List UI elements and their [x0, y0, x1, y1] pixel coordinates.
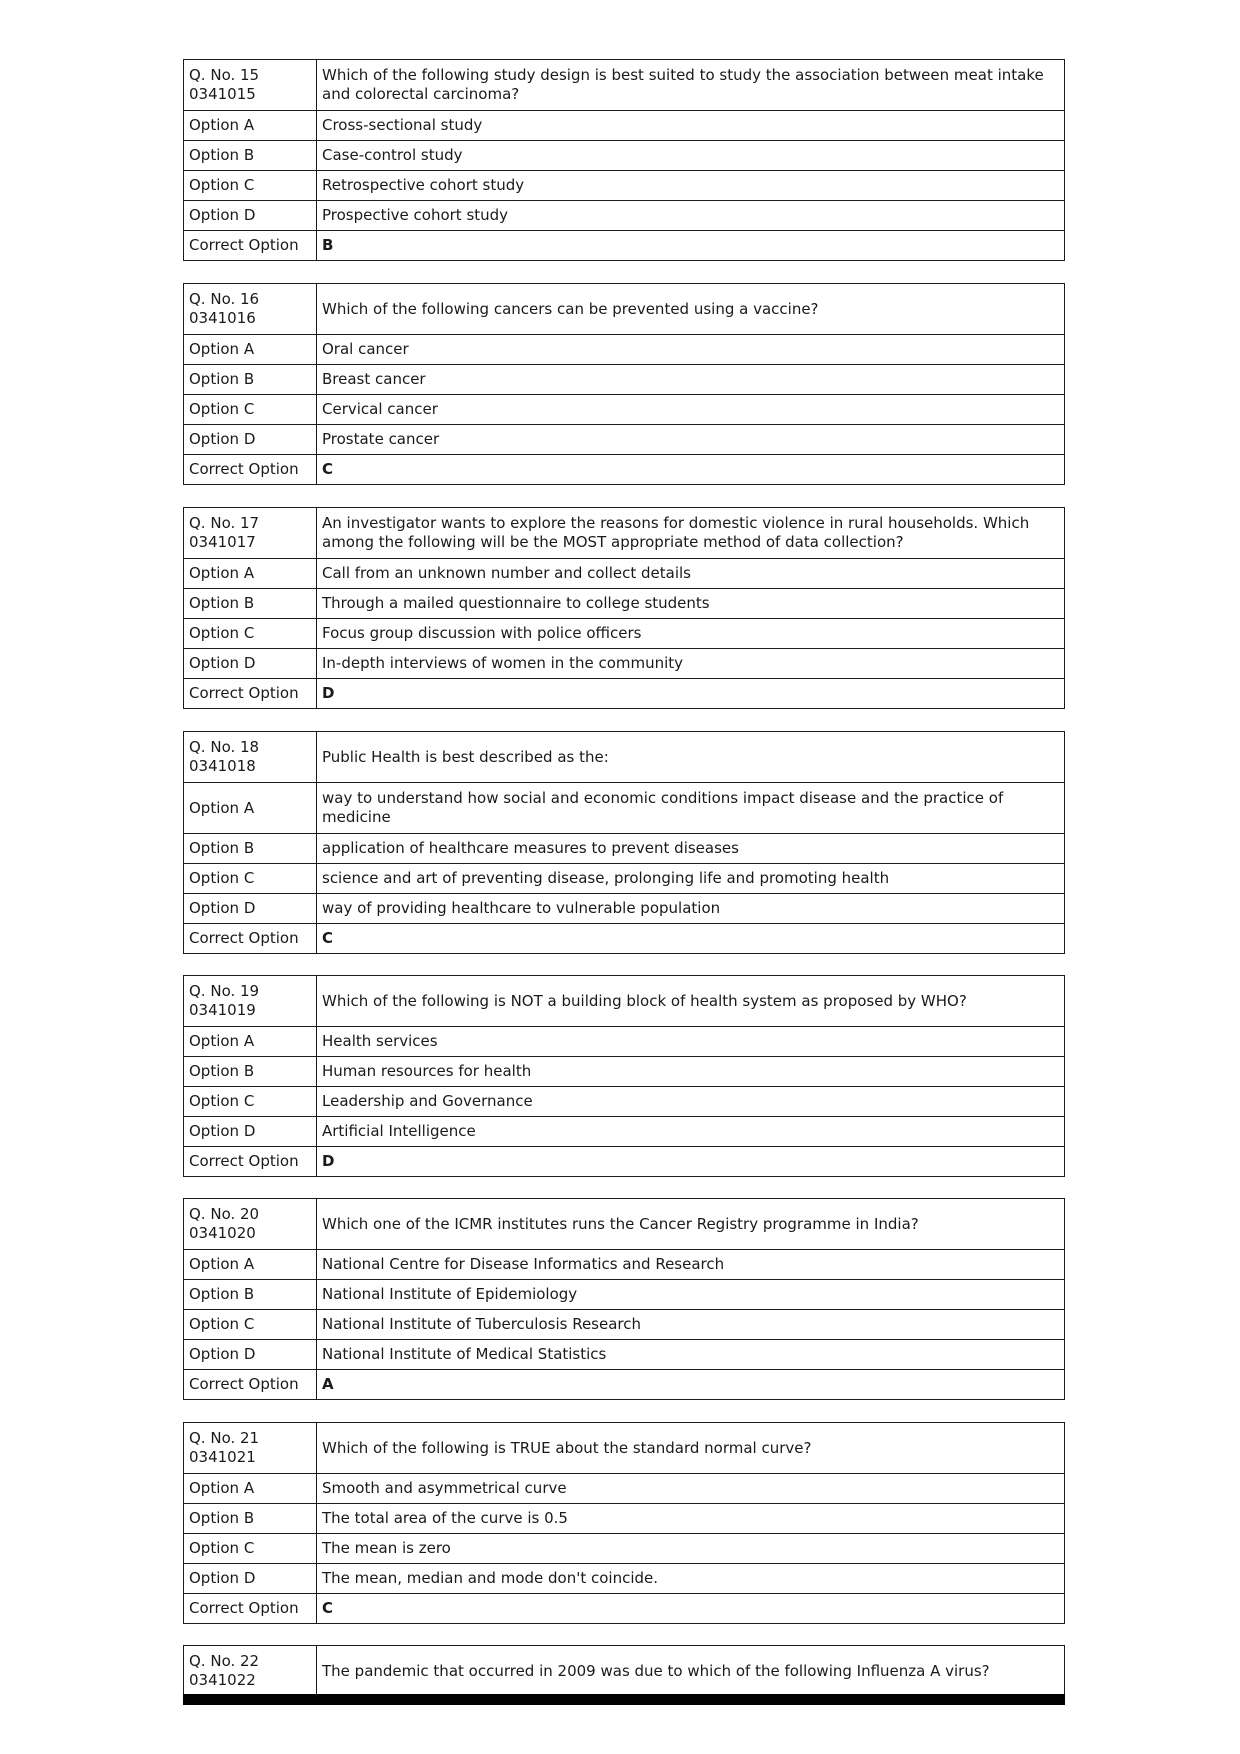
question-header-row — [184, 1423, 1065, 1474]
option-d-row — [184, 201, 1065, 231]
option-b-row — [184, 834, 1065, 864]
option-b-text: Human resources for health — [317, 1057, 1065, 1087]
option-a-text: Oral cancer — [317, 335, 1065, 365]
option-b-row — [184, 1057, 1065, 1087]
option-b-row — [184, 1280, 1065, 1310]
correct-option-value: C — [317, 924, 1065, 954]
option-d-text: Prospective cohort study — [317, 201, 1065, 231]
question-text: Which of the following is NOT a building block of health system as proposed by WHO? — [317, 976, 1065, 1027]
correct-option-label: Correct Option — [184, 231, 317, 261]
option-b-text: National Institute of Epidemiology — [317, 1280, 1065, 1310]
option-a-text: Cross-sectional study — [317, 111, 1065, 141]
option-d-label: Option D — [184, 425, 317, 455]
question-18-table — [183, 731, 1065, 954]
question-22-table — [183, 1645, 1065, 1697]
question-number: Q. No. 15 0341015 — [184, 60, 317, 111]
option-a-label: Option A — [184, 1474, 317, 1504]
option-c-text: Leadership and Governance — [317, 1087, 1065, 1117]
question-text: Which of the following study design is best suited to study the association between meat intake and colorectal carcinoma? — [317, 60, 1065, 111]
option-a-text: Smooth and asymmetrical curve — [317, 1474, 1065, 1504]
option-b-text: Through a mailed questionnaire to college students — [317, 589, 1065, 619]
question-number: Q. No. 18 0341018 — [184, 732, 317, 783]
option-c-label: Option C — [184, 1310, 317, 1340]
option-d-text: National Institute of Medical Statistics — [317, 1340, 1065, 1370]
option-b-label: Option B — [184, 1504, 317, 1534]
option-c-row — [184, 1087, 1065, 1117]
option-c-label: Option C — [184, 1534, 317, 1564]
correct-option-value: A — [317, 1370, 1065, 1400]
question-text: Which of the following is TRUE about the standard normal curve? — [317, 1423, 1065, 1474]
option-c-text: science and art of preventing disease, prolonging life and promoting health — [317, 864, 1065, 894]
option-a-text: National Centre for Disease Informatics and Research — [317, 1250, 1065, 1280]
option-c-row — [184, 1534, 1065, 1564]
question-number: Q. No. 17 0341017 — [184, 508, 317, 559]
option-c-label: Option C — [184, 1087, 317, 1117]
question-text: Which one of the ICMR institutes runs the Cancer Registry programme in India? — [317, 1199, 1065, 1250]
option-a-row — [184, 1027, 1065, 1057]
correct-option-row — [184, 924, 1065, 954]
question-number: Q. No. 19 0341019 — [184, 976, 317, 1027]
question-header-row — [184, 1199, 1065, 1250]
question-header-row — [184, 60, 1065, 111]
question-number: Q. No. 21 0341021 — [184, 1423, 317, 1474]
option-d-text: The mean, median and mode don't coincide. — [317, 1564, 1065, 1594]
option-d-text: Prostate cancer — [317, 425, 1065, 455]
option-b-row — [184, 365, 1065, 395]
option-c-label: Option C — [184, 619, 317, 649]
option-b-text: Breast cancer — [317, 365, 1065, 395]
question-15-table — [183, 59, 1065, 261]
option-d-label: Option D — [184, 1117, 317, 1147]
option-a-text: Health services — [317, 1027, 1065, 1057]
option-c-label: Option C — [184, 864, 317, 894]
correct-option-label: Correct Option — [184, 1594, 317, 1624]
option-b-label: Option B — [184, 1280, 317, 1310]
option-a-label: Option A — [184, 335, 317, 365]
option-d-text: In-depth interviews of women in the community — [317, 649, 1065, 679]
option-b-text: Case-control study — [317, 141, 1065, 171]
correct-option-value: C — [317, 455, 1065, 485]
question-17-table — [183, 507, 1065, 709]
option-a-row — [184, 1250, 1065, 1280]
correct-option-row — [184, 231, 1065, 261]
option-c-text: Retrospective cohort study — [317, 171, 1065, 201]
option-d-row — [184, 1117, 1065, 1147]
option-c-text: Cervical cancer — [317, 395, 1065, 425]
question-16-table — [183, 283, 1065, 485]
option-b-label: Option B — [184, 141, 317, 171]
question-text: The pandemic that occurred in 2009 was due to which of the following Influenza A virus? — [317, 1646, 1065, 1697]
option-d-label: Option D — [184, 1340, 317, 1370]
page-bottom-rule — [183, 1694, 1065, 1705]
option-c-row — [184, 1310, 1065, 1340]
option-a-label: Option A — [184, 1027, 317, 1057]
correct-option-label: Correct Option — [184, 455, 317, 485]
correct-option-row — [184, 455, 1065, 485]
option-d-text: way of providing healthcare to vulnerable population — [317, 894, 1065, 924]
option-d-label: Option D — [184, 649, 317, 679]
correct-option-value: C — [317, 1594, 1065, 1624]
option-c-row — [184, 171, 1065, 201]
question-number: Q. No. 16 0341016 — [184, 284, 317, 335]
option-d-row — [184, 1564, 1065, 1594]
correct-option-label: Correct Option — [184, 1370, 317, 1400]
correct-option-value: B — [317, 231, 1065, 261]
option-a-label: Option A — [184, 559, 317, 589]
correct-option-row — [184, 1147, 1065, 1177]
question-21-table — [183, 1422, 1065, 1624]
option-a-text: Call from an unknown number and collect details — [317, 559, 1065, 589]
option-b-label: Option B — [184, 834, 317, 864]
option-a-text: way to understand how social and economic conditions impact disease and the practice of medicine — [317, 783, 1065, 834]
question-text: Public Health is best described as the: — [317, 732, 1065, 783]
question-20-table — [183, 1198, 1065, 1400]
option-b-text: The total area of the curve is 0.5 — [317, 1504, 1065, 1534]
option-d-label: Option D — [184, 894, 317, 924]
correct-option-label: Correct Option — [184, 679, 317, 709]
correct-option-row — [184, 1370, 1065, 1400]
question-text: Which of the following cancers can be prevented using a vaccine? — [317, 284, 1065, 335]
correct-option-value: D — [317, 1147, 1065, 1177]
question-header-row — [184, 732, 1065, 783]
option-c-label: Option C — [184, 171, 317, 201]
correct-option-row — [184, 1594, 1065, 1624]
option-b-label: Option B — [184, 365, 317, 395]
option-c-row — [184, 864, 1065, 894]
question-header-row — [184, 508, 1065, 559]
option-a-row — [184, 783, 1065, 834]
option-a-row — [184, 1474, 1065, 1504]
option-b-text: application of healthcare measures to prevent diseases — [317, 834, 1065, 864]
option-b-row — [184, 1504, 1065, 1534]
option-b-label: Option B — [184, 589, 317, 619]
correct-option-label: Correct Option — [184, 1147, 317, 1177]
option-a-row — [184, 111, 1065, 141]
option-a-label: Option A — [184, 1250, 317, 1280]
correct-option-value: D — [317, 679, 1065, 709]
question-header-row — [184, 284, 1065, 335]
option-c-text: National Institute of Tuberculosis Research — [317, 1310, 1065, 1340]
option-a-label: Option A — [184, 111, 317, 141]
option-a-row — [184, 335, 1065, 365]
question-header-row — [184, 1646, 1065, 1697]
option-d-label: Option D — [184, 1564, 317, 1594]
correct-option-row — [184, 679, 1065, 709]
option-d-row — [184, 425, 1065, 455]
question-number: Q. No. 20 0341020 — [184, 1199, 317, 1250]
option-c-row — [184, 395, 1065, 425]
correct-option-label: Correct Option — [184, 924, 317, 954]
option-d-row — [184, 649, 1065, 679]
option-d-row — [184, 1340, 1065, 1370]
option-d-label: Option D — [184, 201, 317, 231]
option-c-text: The mean is zero — [317, 1534, 1065, 1564]
option-d-text: Artificial Intelligence — [317, 1117, 1065, 1147]
question-number: Q. No. 22 0341022 — [184, 1646, 317, 1697]
question-text: An investigator wants to explore the reasons for domestic violence in rural households. Which among the following will be the MOST appropriate method of data collection? — [317, 508, 1065, 559]
option-b-row — [184, 589, 1065, 619]
option-a-label: Option A — [184, 783, 317, 834]
option-c-text: Focus group discussion with police officers — [317, 619, 1065, 649]
option-c-label: Option C — [184, 395, 317, 425]
option-d-row — [184, 894, 1065, 924]
option-c-row — [184, 619, 1065, 649]
option-b-row — [184, 141, 1065, 171]
option-a-row — [184, 559, 1065, 589]
question-header-row — [184, 976, 1065, 1027]
question-19-table — [183, 975, 1065, 1177]
option-b-label: Option B — [184, 1057, 317, 1087]
